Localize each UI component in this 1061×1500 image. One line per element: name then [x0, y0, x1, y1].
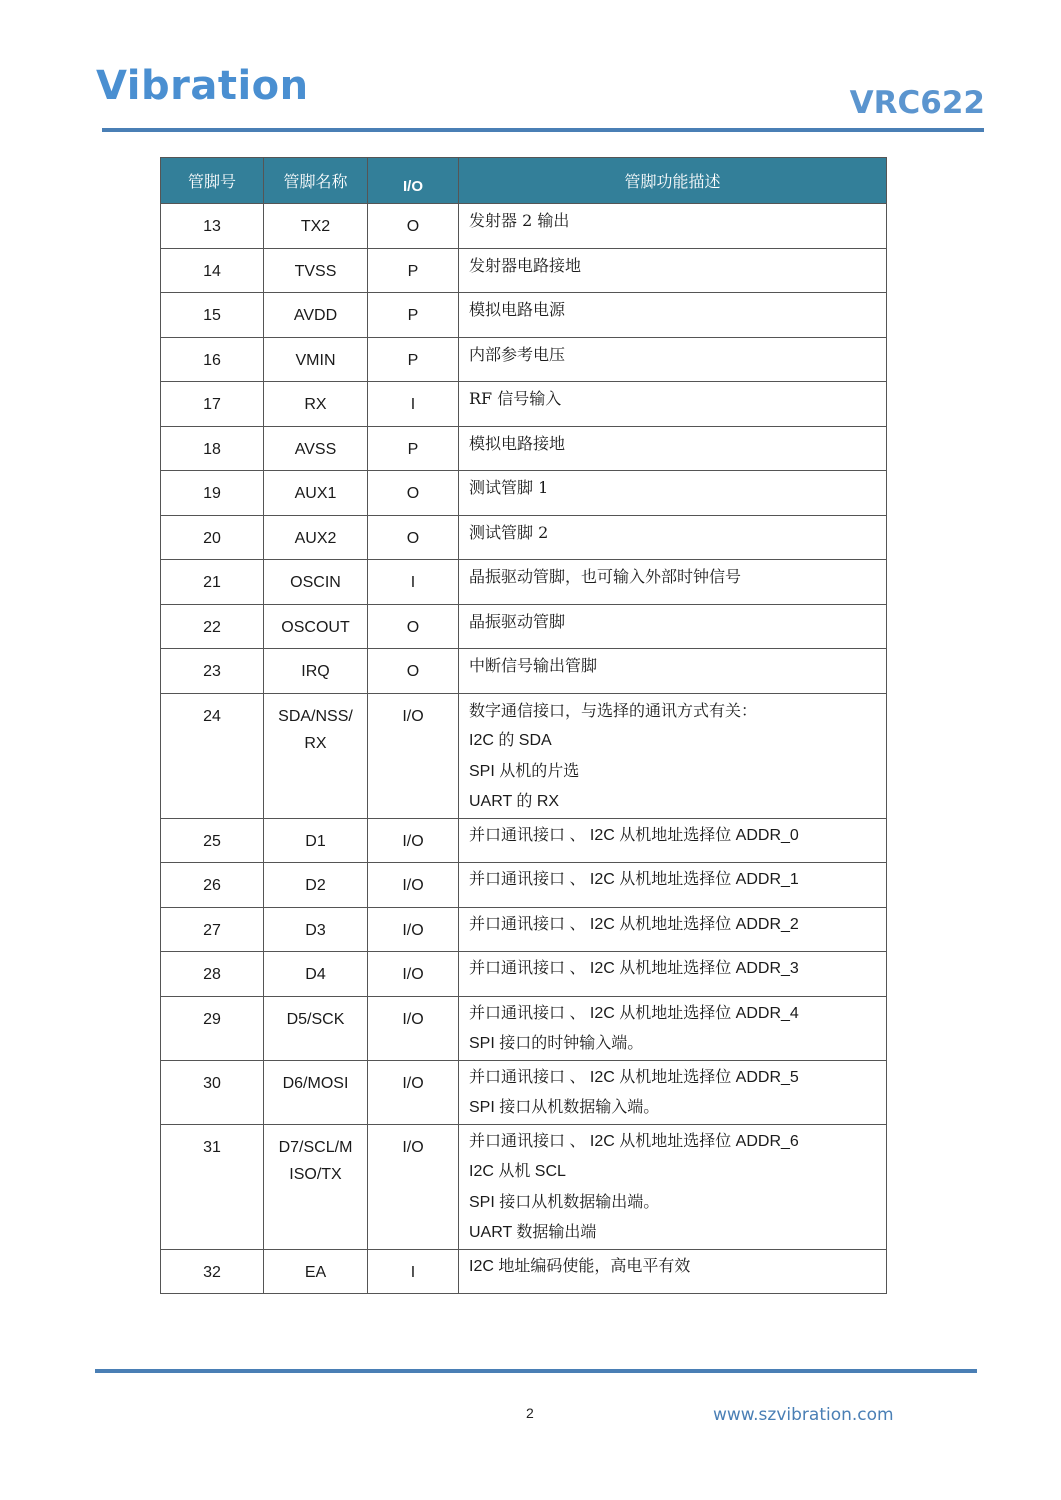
pin-io-cell: I/O — [368, 1060, 459, 1124]
table-row — [161, 649, 887, 694]
pin-name-line: D4 — [305, 966, 326, 983]
pin-name-cell — [264, 471, 368, 516]
pin-io-cell: O — [368, 604, 459, 649]
pin-number-cell: 28 — [161, 952, 264, 997]
pin-description-cell — [459, 204, 887, 249]
pin-description-line: 并口通讯接口 、 I2C 从机地址选择位 ADDR_4 — [469, 1004, 799, 1022]
pin-description-line: RF 信号输入 — [469, 389, 562, 408]
pin-name-cell — [264, 204, 368, 249]
table-row — [161, 604, 887, 649]
pin-table-body — [161, 204, 887, 1294]
pin-name-cell — [264, 907, 368, 952]
table-row — [161, 1060, 887, 1124]
pin-description-cell — [459, 907, 887, 952]
pin-description-cell — [459, 693, 887, 818]
table-row — [161, 952, 887, 997]
pin-name-cell — [264, 863, 368, 908]
pin-description-line: 内部参考电压 — [469, 344, 566, 364]
pin-description-cell — [459, 248, 887, 293]
pin-description-line: I2C 的 SDA — [469, 732, 552, 749]
column-header-pin-name: 管脚名称 — [264, 158, 368, 204]
pin-description-line: 发射器电路接地 — [469, 255, 582, 275]
pin-io-cell: I/O — [368, 907, 459, 952]
pin-name-cell — [264, 604, 368, 649]
column-header-io — [368, 158, 459, 204]
pin-description-line: UART 数据输出端 — [469, 1224, 597, 1241]
pin-number-cell: 15 — [161, 293, 264, 338]
pin-name-cell — [264, 293, 368, 338]
pin-number-cell: 31 — [161, 1124, 264, 1249]
pin-number-cell: 17 — [161, 382, 264, 427]
pin-description-cell — [459, 952, 887, 997]
pin-description-line: 晶振驱动管脚 — [469, 611, 566, 631]
pin-name-cell — [264, 693, 368, 818]
table-row — [161, 907, 887, 952]
pin-number-cell: 21 — [161, 560, 264, 605]
pin-io-cell: P — [368, 248, 459, 293]
table-row — [161, 996, 887, 1060]
pin-description-line: 并口通讯接口 、 I2C 从机地址选择位 ADDR_5 — [469, 1068, 799, 1086]
pin-description-line: SPI 从机的片选 — [469, 762, 580, 780]
pin-number-cell: 25 — [161, 818, 264, 863]
pin-description-line: 中断信号输出管脚 — [469, 656, 598, 675]
table-row — [161, 382, 887, 427]
pin-description-cell — [459, 382, 887, 427]
pin-description-line: 并口通讯接口 、 I2C 从机地址选择位 ADDR_0 — [469, 826, 799, 844]
page-number: 2 — [526, 1405, 534, 1421]
pin-number-cell: 22 — [161, 604, 264, 649]
pin-description-line: SPI 接口的时钟输入端。 — [469, 1035, 644, 1052]
pin-io-cell: O — [368, 471, 459, 516]
pin-description-line: 并口通讯接口 、 I2C 从机地址选择位 ADDR_1 — [469, 871, 799, 888]
pin-description-line: 并口通讯接口 、 I2C 从机地址选择位 ADDR_3 — [469, 960, 799, 977]
pin-name-line: D1 — [305, 832, 326, 850]
pin-description-line: 晶振驱动管脚，也可输入外部时钟信号 — [469, 567, 742, 586]
pin-name-line: OSCOUT — [281, 618, 350, 636]
pin-description-line: I2C 从机 SCL — [469, 1163, 566, 1180]
table-row — [161, 560, 887, 605]
pin-number-cell: 30 — [161, 1060, 264, 1124]
pin-name-cell — [264, 337, 368, 382]
pin-name-line: ISO/TX — [289, 1165, 342, 1183]
pin-description-line: UART 的 RX — [469, 793, 560, 810]
table-row — [161, 204, 887, 249]
table-row — [161, 1124, 887, 1249]
pin-number-cell: 18 — [161, 426, 264, 471]
pin-name-line: RX — [304, 734, 327, 752]
pin-description-cell — [459, 996, 887, 1060]
pin-name-line: OSCIN — [290, 574, 341, 591]
table-row — [161, 863, 887, 908]
pin-name-cell — [264, 560, 368, 605]
pin-description-cell — [459, 1124, 887, 1249]
pin-name-line: TX2 — [300, 218, 331, 235]
pin-description-line: 并口通讯接口 、 I2C 从机地址选择位 ADDR_2 — [469, 915, 799, 933]
pin-name-line: AVSS — [294, 440, 337, 458]
pin-name-cell — [264, 1249, 368, 1294]
pin-description-cell — [459, 426, 887, 471]
pin-name-line: D5/SCK — [286, 1010, 345, 1028]
pin-description-cell — [459, 1249, 887, 1294]
table-row — [161, 1249, 887, 1294]
pin-number-cell: 16 — [161, 337, 264, 382]
column-header-io-label: I/O — [402, 177, 423, 195]
pin-name-cell — [264, 382, 368, 427]
pin-io-cell: O — [368, 649, 459, 694]
pin-name-cell — [264, 515, 368, 560]
pin-io-cell: P — [368, 426, 459, 471]
pin-io-cell: I — [368, 382, 459, 427]
table-row — [161, 293, 887, 338]
pin-io-cell: P — [368, 293, 459, 338]
pin-name-line: SDA/NSS/ — [278, 707, 353, 725]
pin-name-line: EA — [304, 1263, 327, 1281]
pin-io-cell: O — [368, 515, 459, 560]
pin-description-line: 模拟电路电源 — [469, 300, 566, 319]
pin-number-cell: 20 — [161, 515, 264, 560]
footer-divider — [95, 1369, 977, 1373]
pin-name-line: D2 — [305, 877, 326, 894]
pin-description-cell — [459, 863, 887, 908]
pin-name-line: D3 — [305, 921, 326, 939]
pin-description-line: 并口通讯接口 、 I2C 从机地址选择位 ADDR_6 — [469, 1132, 799, 1150]
table-row — [161, 818, 887, 863]
pin-number-cell: 32 — [161, 1249, 264, 1294]
column-header-pin-number: 管脚号 — [161, 158, 264, 204]
pin-io-cell: I/O — [368, 952, 459, 997]
pin-description-cell — [459, 818, 887, 863]
pin-name-cell — [264, 1124, 368, 1249]
pin-description-cell — [459, 560, 887, 605]
pin-number-cell: 24 — [161, 693, 264, 818]
pin-name-cell — [264, 952, 368, 997]
pin-number-cell: 26 — [161, 863, 264, 908]
pin-name-line: AUX2 — [294, 529, 337, 547]
pin-name-line: AVDD — [293, 307, 338, 324]
pin-io-cell: I/O — [368, 863, 459, 908]
pin-description-line: 测试管脚 2 — [469, 522, 549, 542]
pin-name-cell — [264, 426, 368, 471]
pin-io-cell: I/O — [368, 818, 459, 863]
pin-number-cell: 29 — [161, 996, 264, 1060]
pin-description-line: 模拟电路接地 — [469, 433, 566, 453]
table-row — [161, 693, 887, 818]
pin-name-cell — [264, 649, 368, 694]
pin-number-cell: 13 — [161, 204, 264, 249]
pin-io-cell: I — [368, 560, 459, 605]
table-row — [161, 248, 887, 293]
pin-description-line: 发射器 2 输出 — [469, 211, 570, 230]
pin-name-line: AUX1 — [294, 485, 337, 502]
table-row — [161, 426, 887, 471]
pin-number-cell: 19 — [161, 471, 264, 516]
pin-number-cell: 27 — [161, 907, 264, 952]
pin-name-cell — [264, 818, 368, 863]
pin-name-cell — [264, 248, 368, 293]
pin-description-cell — [459, 337, 887, 382]
pin-io-cell: P — [368, 337, 459, 382]
column-header-description: 管脚功能描述 — [459, 158, 887, 204]
pin-description-line: SPI 接口从机数据输出端。 — [469, 1193, 660, 1211]
pin-name-line: TVSS — [294, 262, 337, 280]
pin-io-cell: I — [368, 1249, 459, 1294]
pin-name-line: IRQ — [301, 663, 330, 680]
pin-description-cell — [459, 293, 887, 338]
pin-io-cell: I/O — [368, 1124, 459, 1249]
header-divider — [102, 128, 984, 132]
pin-name-line: RX — [304, 396, 327, 413]
pin-description-cell — [459, 515, 887, 560]
pin-name-cell — [264, 1060, 368, 1124]
pin-name-line: D7/SCL/M — [278, 1138, 353, 1156]
pin-description-line: 数字通信接口，与选择的通讯方式有关： — [469, 700, 758, 720]
pin-io-cell: I/O — [368, 693, 459, 818]
pin-name-line: VMIN — [295, 351, 336, 369]
pin-number-cell: 23 — [161, 649, 264, 694]
table-row — [161, 471, 887, 516]
pin-name-line: D6/MOSI — [282, 1074, 349, 1092]
pin-description-cell — [459, 649, 887, 694]
pin-description-line: I2C 地址编码使能，高电平有效 — [469, 1257, 691, 1275]
pin-name-cell — [264, 996, 368, 1060]
pin-description-cell — [459, 471, 887, 516]
table-row — [161, 515, 887, 560]
pin-description-cell — [459, 1060, 887, 1124]
pin-description-cell — [459, 604, 887, 649]
table-row — [161, 337, 887, 382]
pin-description-line: 测试管脚 1 — [469, 478, 549, 497]
website-link[interactable]: www.szvibration.com — [713, 1405, 894, 1425]
vibration-logo: Vibration — [96, 63, 309, 109]
pin-number-cell: 14 — [161, 248, 264, 293]
pin-io-cell: O — [368, 204, 459, 249]
pin-table — [160, 157, 887, 1294]
model-number: VRC622 — [849, 85, 985, 121]
table-header-row — [161, 158, 887, 204]
pin-description-line: SPI 接口从机数据输入端。 — [469, 1099, 660, 1116]
pin-io-cell: I/O — [368, 996, 459, 1060]
